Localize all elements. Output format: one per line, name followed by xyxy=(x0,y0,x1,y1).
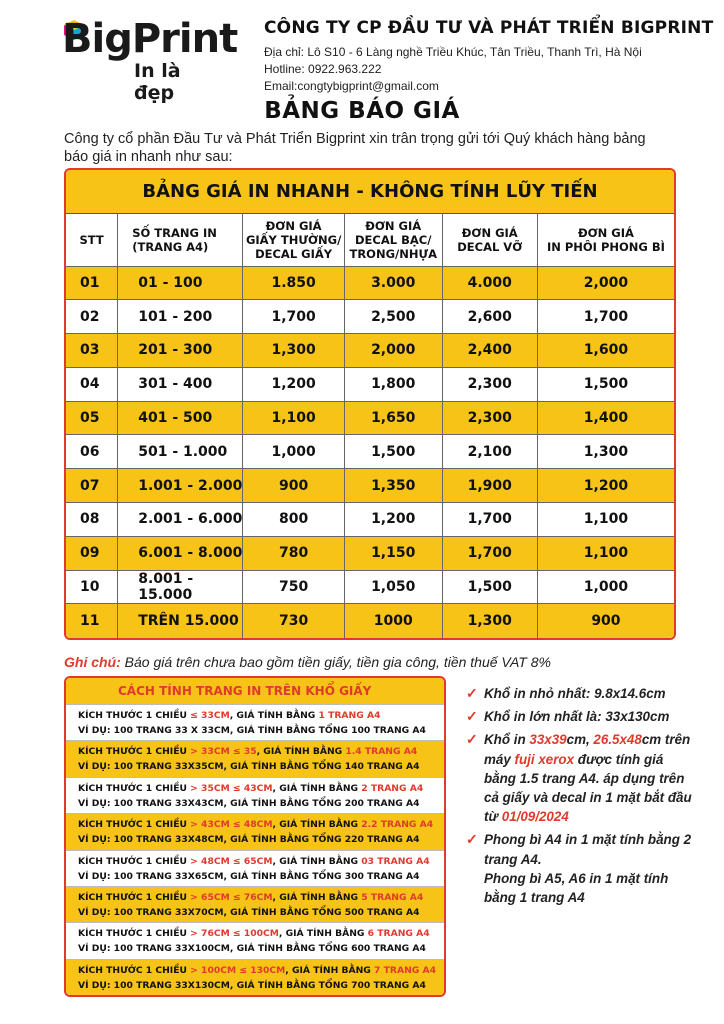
price-header-row xyxy=(66,214,674,266)
price-row xyxy=(66,536,674,570)
row-stt: 11 xyxy=(66,604,118,638)
conversion-row xyxy=(66,850,444,886)
price-plain-paper: 1,100 xyxy=(243,401,344,435)
intro-text: Công ty cổ phần Đầu Tư và Phát Triển Bigprint xin trân trọng gửi tới Quý khách hàng bảng báo giá in nhanh như sau: xyxy=(64,131,646,165)
row-stt: 10 xyxy=(66,570,118,604)
price-plain-paper: 730 xyxy=(243,604,344,638)
row-pages: 8.001 - 15.000 xyxy=(118,570,243,604)
price-table xyxy=(64,168,676,640)
price-silver-decal: 2,000 xyxy=(344,334,442,368)
price-plain-paper: 1.850 xyxy=(243,266,344,300)
conversion-example: VÍ DỤ: 100 TRANG 33X100CM, GIÁ TÍNH BẰNG TỔNG 600 TRANG A4 xyxy=(78,943,426,955)
price-silver-decal: 1,350 xyxy=(344,469,442,503)
company-logo xyxy=(62,16,238,104)
header-silver-decal: ĐƠN GIÁ DECAL BẠC/ TRONG/NHỰA xyxy=(344,214,442,266)
price-silver-decal: 2,500 xyxy=(344,300,442,334)
note-envelope: ✓ Phong bì A4 in 1 mặt tính bằng 2 trang A4. Phong bì A5, A6 in 1 mặt tính bằng 1 trang A4 xyxy=(466,831,692,906)
checkmark-icon: ✓ xyxy=(466,831,478,848)
price-grid xyxy=(66,214,674,638)
page-title: BẢNG BÁO GIÁ xyxy=(264,98,460,124)
conversion-example: VÍ DỤ: 100 TRANG 33X35CM, GIÁ TÍNH BẰNG TỔNG 140 TRANG A4 xyxy=(78,761,420,773)
row-pages: 1.001 - 2.000 xyxy=(118,469,243,503)
price-silver-decal: 1,500 xyxy=(344,435,442,469)
row-pages: 01 - 100 xyxy=(118,266,243,300)
price-note xyxy=(64,654,551,670)
conversion-row xyxy=(66,959,444,995)
row-pages: TRÊN 15.000 xyxy=(118,604,243,638)
conversion-row xyxy=(66,886,444,922)
price-broken-decal: 1,300 xyxy=(442,604,537,638)
price-row xyxy=(66,334,674,368)
note-xerox-size: ✓ Khổ in 33x39cm, 26.5x48cm trên máy fuji xerox được tính giá bằng 1.5 trang A4. áp dụng trên cả giấy và decal in 1 mặt bắt đầu từ 01/09/2024 xyxy=(466,731,692,825)
row-stt: 06 xyxy=(66,435,118,469)
price-row xyxy=(66,300,674,334)
price-silver-decal: 1,800 xyxy=(344,367,442,401)
price-silver-decal: 1,150 xyxy=(344,536,442,570)
price-broken-decal: 2,600 xyxy=(442,300,537,334)
row-stt: 03 xyxy=(66,334,118,368)
conversion-row xyxy=(66,777,444,813)
price-plain-paper: 1,700 xyxy=(243,300,344,334)
price-broken-decal: 4.000 xyxy=(442,266,537,300)
price-broken-decal: 2,400 xyxy=(442,334,537,368)
conversion-rule: KÍCH THƯỚC 1 CHIỀU ≤ 33CM, GIÁ TÍNH BẰNG 1 TRANG A4 xyxy=(78,710,381,721)
price-row xyxy=(66,435,674,469)
note-min-size: ✓ Khổ in nhỏ nhất: 9.8x14.6cm xyxy=(466,684,696,703)
price-broken-decal: 1,700 xyxy=(442,536,537,570)
header-stt: STT xyxy=(66,214,118,266)
row-pages: 501 - 1.000 xyxy=(118,435,243,469)
price-broken-decal: 1,900 xyxy=(442,469,537,503)
conversion-rule: KÍCH THƯỚC 1 CHIỀU > 43CM ≤ 48CM, GIÁ TÍNH BẰNG 2.2 TRANG A4 xyxy=(78,819,434,831)
row-pages: 2.001 - 6.000 xyxy=(118,503,243,537)
price-broken-decal: 1,700 xyxy=(442,503,537,537)
row-stt: 08 xyxy=(66,503,118,537)
conversion-rule: KÍCH THƯỚC 1 CHIỀU > 35CM ≤ 43CM, GIÁ TÍNH BẰNG 2 TRANG A4 xyxy=(78,782,424,794)
conversion-row xyxy=(66,813,444,849)
conversion-example: VÍ DỤ: 100 TRANG 33X70CM, GIÁ TÍNH BẰNG TỔNG 500 TRANG A4 xyxy=(78,906,420,918)
price-silver-decal: 3.000 xyxy=(344,266,442,300)
row-pages: 6.001 - 8.000 xyxy=(118,536,243,570)
header-pages: SỐ TRANG IN (TRANG A4) xyxy=(118,214,243,266)
checkmark-icon: ✓ xyxy=(466,731,478,748)
header-plain-paper: ĐƠN GIÁ GIẤY THƯỜNG/ DECAL GIẤY xyxy=(243,214,344,266)
row-stt: 05 xyxy=(66,401,118,435)
price-envelope: 1,300 xyxy=(537,435,674,469)
note-label: Ghi chú: xyxy=(64,654,121,670)
price-envelope: 1,100 xyxy=(537,503,674,537)
price-plain-paper: 900 xyxy=(243,469,344,503)
checkmark-icon: ✓ xyxy=(466,685,478,701)
price-row xyxy=(66,503,674,537)
price-plain-paper: 800 xyxy=(243,503,344,537)
row-pages: 401 - 500 xyxy=(118,401,243,435)
row-pages: 101 - 200 xyxy=(118,300,243,334)
price-envelope: 1,700 xyxy=(537,300,674,334)
conversion-rule: KÍCH THƯỚC 1 CHIỀU > 65CM ≤ 76CM, GIÁ TÍNH BẰNG 5 TRANG A4 xyxy=(78,891,424,903)
price-broken-decal: 1,500 xyxy=(442,570,537,604)
row-stt: 01 xyxy=(66,266,118,300)
price-row xyxy=(66,401,674,435)
price-row xyxy=(66,570,674,604)
row-pages: 301 - 400 xyxy=(118,367,243,401)
conversion-row xyxy=(66,740,444,776)
price-row xyxy=(66,367,674,401)
price-envelope: 2,000 xyxy=(537,266,674,300)
row-stt: 07 xyxy=(66,469,118,503)
price-silver-decal: 1,050 xyxy=(344,570,442,604)
price-envelope: 1,400 xyxy=(537,401,674,435)
price-broken-decal: 2,300 xyxy=(442,367,537,401)
company-hotline: Hotline: 0922.963.222 xyxy=(264,62,382,76)
conversion-example: VÍ DỤ: 100 TRANG 33X130CM, GIÁ TÍNH BẰNG TỔNG 700 TRANG A4 xyxy=(78,979,426,991)
price-row xyxy=(66,604,674,638)
price-plain-paper: 1,300 xyxy=(243,334,344,368)
company-name: CÔNG TY CP ĐẦU TƯ VÀ PHÁT TRIỂN BIGPRINT xyxy=(264,18,714,38)
price-envelope: 1,000 xyxy=(537,570,674,604)
price-envelope: 1,200 xyxy=(537,469,674,503)
print-size-notes xyxy=(466,684,696,911)
conversion-row xyxy=(66,704,444,740)
page-conversion-box xyxy=(64,676,446,997)
price-table-title: BẢNG GIÁ IN NHANH - KHÔNG TÍNH LŨY TIẾN xyxy=(66,170,674,214)
note-max-size: ✓ Khổ in lớn nhất là: 33x130cm xyxy=(466,707,696,726)
conversion-title: CÁCH TÍNH TRANG IN TRÊN KHỔ GIẤY xyxy=(66,678,444,704)
price-silver-decal: 1,650 xyxy=(344,401,442,435)
price-silver-decal: 1,200 xyxy=(344,503,442,537)
company-email: Email:congtybigprint@gmail.com xyxy=(264,79,439,93)
conversion-rule: KÍCH THƯỚC 1 CHIỀU > 48CM ≤ 65CM, GIÁ TÍNH BẰNG 03 TRANG A4 xyxy=(78,855,430,867)
price-plain-paper: 780 xyxy=(243,536,344,570)
price-envelope: 1,600 xyxy=(537,334,674,368)
row-stt: 09 xyxy=(66,536,118,570)
price-envelope: 900 xyxy=(537,604,674,638)
logo-slogan: In là đẹp xyxy=(134,60,181,104)
price-broken-decal: 2,300 xyxy=(442,401,537,435)
price-row xyxy=(66,266,674,300)
company-address: Địa chỉ: Lô S10 - 6 Làng nghề Triều Khúc, Tân Triều, Thanh Trì, Hà Nội xyxy=(264,45,642,59)
price-broken-decal: 2,100 xyxy=(442,435,537,469)
note-text: Báo giá trên chưa bao gồm tiền giấy, tiền gia công, tiền thuế VAT 8% xyxy=(120,654,551,670)
row-pages: 201 - 300 xyxy=(118,334,243,368)
conversion-rule: KÍCH THƯỚC 1 CHIỀU > 100CM ≤ 130CM, GIÁ TÍNH BẰNG 7 TRANG A4 xyxy=(78,964,437,976)
conversion-rule: KÍCH THƯỚC 1 CHIỀU > 76CM ≤ 100CM, GIÁ TÍNH BẰNG 6 TRANG A4 xyxy=(78,928,430,940)
conversion-rule: KÍCH THƯỚC 1 CHIỀU > 33CM ≤ 35, GIÁ TÍNH BẰNG 1.4 TRANG A4 xyxy=(78,746,418,758)
logo-text: BigPrint xyxy=(62,16,238,62)
conversion-example: VÍ DỤ: 100 TRANG 33X65CM, GIÁ TÍNH BẰNG TỔNG 300 TRANG A4 xyxy=(78,870,420,882)
price-row xyxy=(66,469,674,503)
conversion-example: VÍ DỤ: 100 TRANG 33X48CM, GIÁ TÍNH BẰNG TỔNG 220 TRANG A4 xyxy=(78,834,420,846)
header-broken-decal: ĐƠN GIÁ DECAL VỠ xyxy=(442,214,537,266)
price-plain-paper: 1,000 xyxy=(243,435,344,469)
header-envelope: ĐƠN GIÁ IN PHÔI PHONG BÌ xyxy=(537,214,674,266)
checkmark-icon: ✓ xyxy=(466,708,478,725)
conversion-example: VÍ DỤ: 100 TRANG 33X43CM, GIÁ TÍNH BẰNG TỔNG 200 TRANG A4 xyxy=(78,797,420,809)
price-silver-decal: 1000 xyxy=(344,604,442,638)
row-stt: 04 xyxy=(66,367,118,401)
price-plain-paper: 1,200 xyxy=(243,367,344,401)
price-envelope: 1,500 xyxy=(537,367,674,401)
row-stt: 02 xyxy=(66,300,118,334)
conversion-row xyxy=(66,922,444,958)
price-envelope: 1,100 xyxy=(537,536,674,570)
price-plain-paper: 750 xyxy=(243,570,344,604)
conversion-example: VÍ DỤ: 100 TRANG 33 X 33CM, GIÁ TÍNH BẰNG TỔNG 100 TRANG A4 xyxy=(78,725,426,736)
